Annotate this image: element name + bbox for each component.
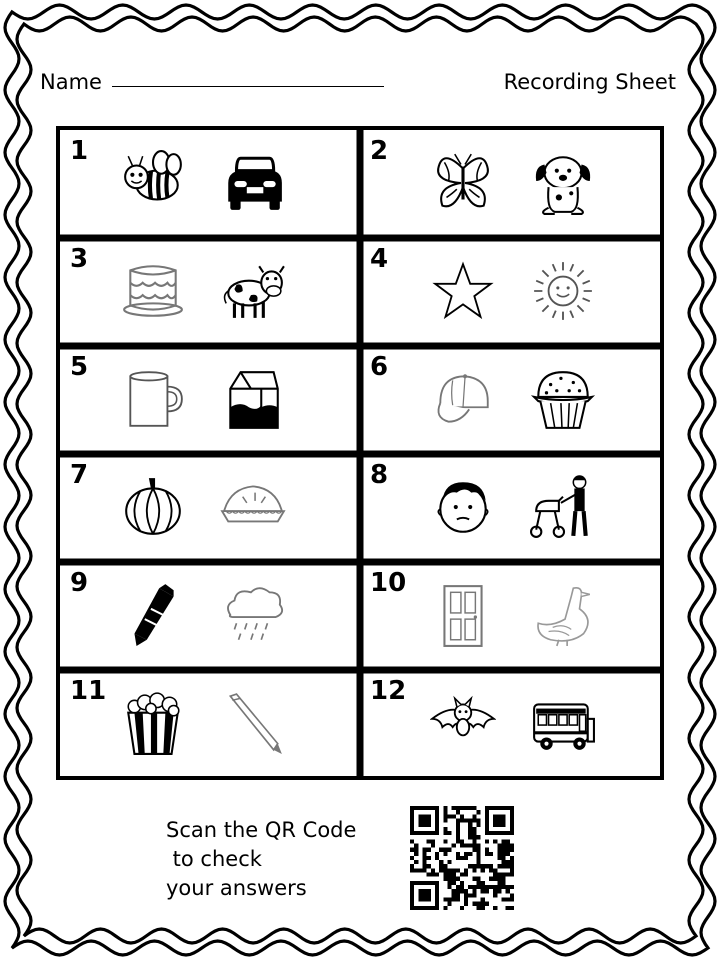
pumpkin-icon: [120, 474, 186, 544]
cell-number: 11: [70, 676, 107, 706]
sheet-title: Recording Sheet: [503, 70, 676, 94]
answer-cell-10[interactable]: [360, 562, 660, 670]
answer-cell-2[interactable]: [360, 130, 660, 238]
qr-instructions-line-3: your answers: [166, 876, 307, 900]
name-write-line[interactable]: [112, 86, 384, 87]
header: [40, 70, 676, 100]
name-label: Name: [40, 70, 102, 94]
answer-cell-4[interactable]: [360, 238, 660, 346]
answer-cell-3[interactable]: [60, 238, 360, 346]
bat-icon: [430, 690, 496, 760]
answer-cell-11[interactable]: [60, 670, 360, 778]
dog-icon: [530, 150, 596, 220]
cell-number: 5: [70, 352, 89, 382]
milk-carton-icon: [220, 366, 286, 436]
bee-icon: [120, 150, 186, 220]
cupcake-icon: [530, 366, 596, 436]
butterfly-icon: [430, 150, 496, 220]
answer-cell-5[interactable]: [60, 346, 360, 454]
cell-number: 6: [370, 352, 389, 382]
answer-cell-6[interactable]: [360, 346, 660, 454]
cap-icon: [430, 366, 496, 436]
qr-instructions: [166, 816, 356, 903]
cell-number: 7: [70, 460, 89, 490]
star-icon: [430, 258, 496, 328]
man-with-stroller-icon: [530, 474, 596, 544]
rain-cloud-icon: [220, 582, 286, 652]
car-icon: [220, 150, 286, 220]
answer-cell-12[interactable]: [360, 670, 660, 778]
cell-number: 4: [370, 244, 389, 274]
pen-icon: [220, 690, 286, 760]
boy-icon: [430, 474, 496, 544]
cell-number: 3: [70, 244, 89, 274]
door-icon: [430, 582, 496, 652]
qr-instructions-line-2: to check: [166, 847, 262, 871]
answer-cell-1[interactable]: [60, 130, 360, 238]
cell-number: 10: [370, 568, 407, 598]
qr-code[interactable]: [410, 806, 514, 910]
sun-icon: [530, 258, 596, 328]
cell-number: 2: [370, 136, 389, 166]
pie-icon: [220, 474, 286, 544]
mug-icon: [120, 366, 186, 436]
cell-number: 9: [70, 568, 89, 598]
answer-cell-8[interactable]: [360, 454, 660, 562]
crayon-icon: [120, 582, 186, 652]
popcorn-icon: [120, 690, 186, 760]
cake-icon: [120, 258, 186, 328]
answer-cell-9[interactable]: [60, 562, 360, 670]
qr-instructions-line-1: Scan the QR Code: [166, 818, 357, 842]
goose-icon: [530, 582, 596, 652]
cow-icon: [220, 258, 286, 328]
school-bus-icon: [530, 690, 596, 760]
cell-number: 8: [370, 460, 389, 490]
cell-number: 1: [70, 136, 89, 166]
answer-cell-7[interactable]: [60, 454, 360, 562]
picture-grid: [56, 126, 664, 780]
cell-number: 12: [370, 676, 407, 706]
